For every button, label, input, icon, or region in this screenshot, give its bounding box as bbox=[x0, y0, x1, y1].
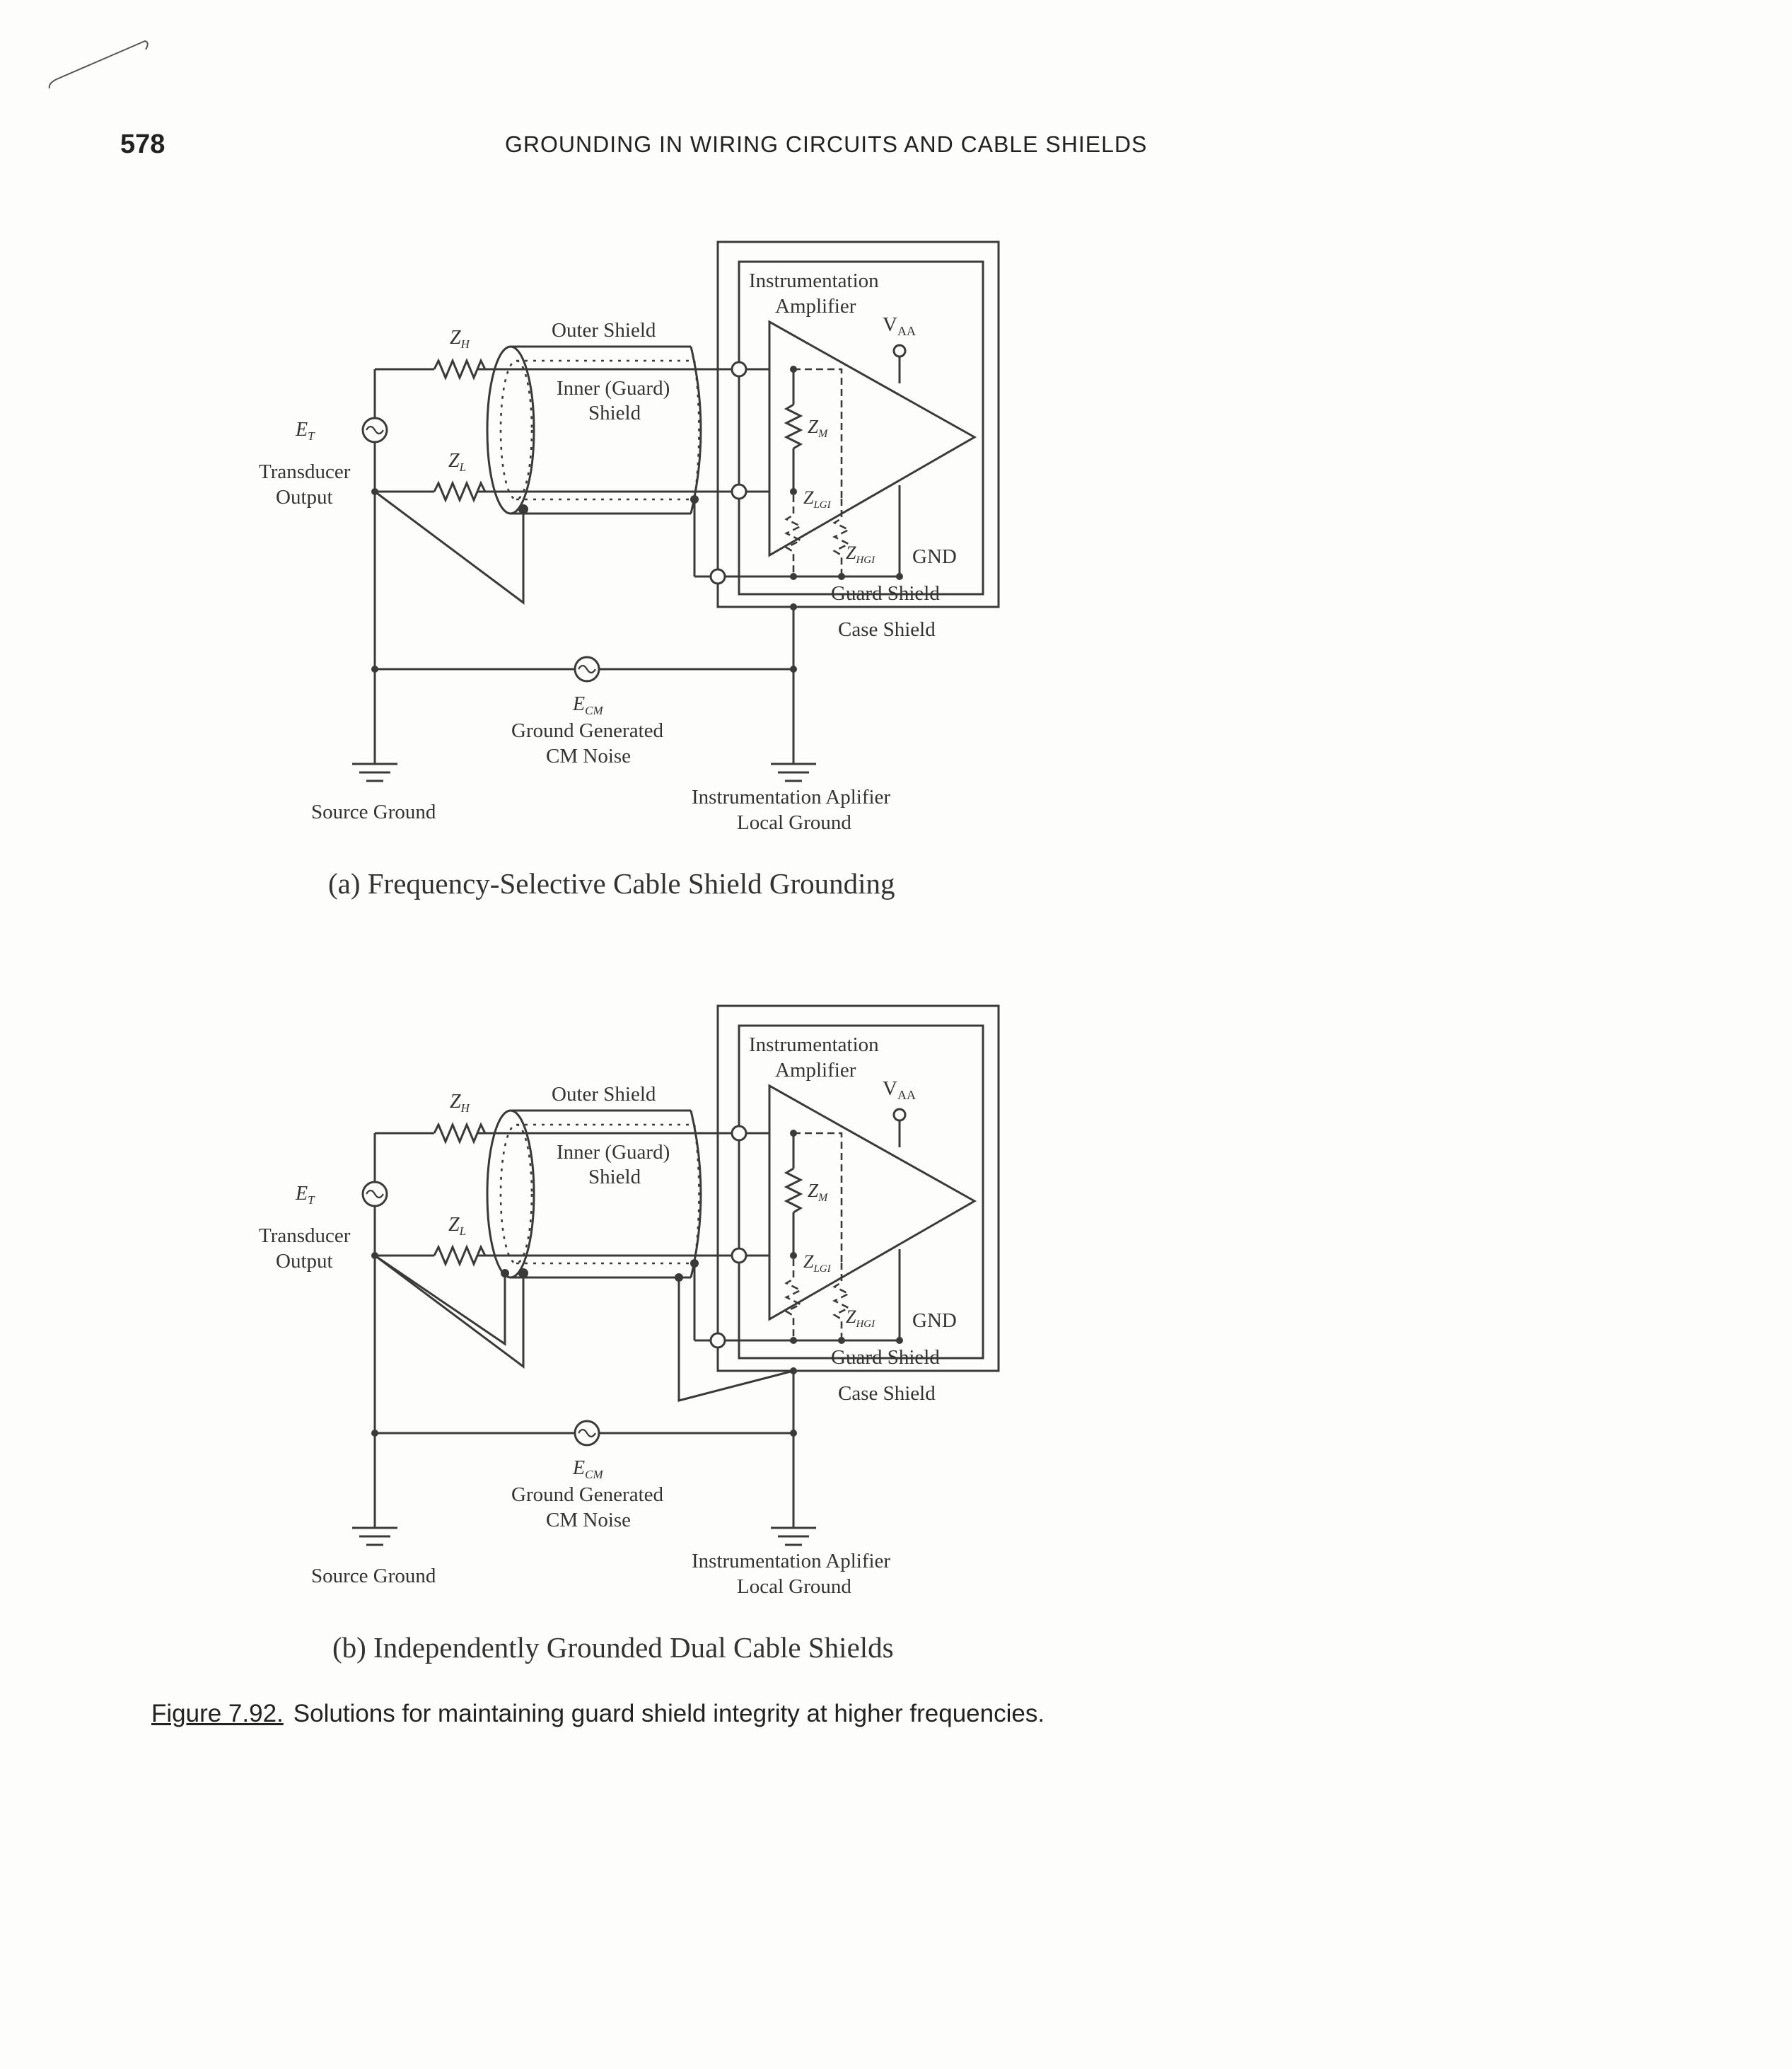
label-zl: $Z_L$ bbox=[448, 450, 467, 474]
label-ecm: $E_{CM}$ bbox=[573, 1457, 603, 1481]
label-zlgi: $Z_{LGI}$ bbox=[803, 1251, 831, 1275]
label-zl: $Z_L$ bbox=[448, 1214, 467, 1238]
label-case-shield: Case Shield bbox=[838, 1382, 936, 1405]
label-output: Output bbox=[276, 1250, 333, 1273]
figure-b-subtitle: (b) Independently Grounded Dual Cable Shields bbox=[332, 1631, 894, 1664]
label-cm-noise: CM Noise bbox=[546, 745, 632, 767]
label-gnd: GND bbox=[912, 545, 957, 568]
zh-resistor bbox=[434, 1125, 485, 1142]
label-zh: $Z_H$ bbox=[450, 1091, 470, 1115]
label-inner-shield-2: Shield bbox=[588, 402, 641, 424]
outer-shield-ellipse bbox=[487, 347, 534, 514]
label-outer-shield: Outer Shield bbox=[552, 1083, 656, 1106]
label-guard-shield: Guard Shield bbox=[831, 1346, 940, 1369]
label-inner-shield-2: Shield bbox=[588, 1166, 641, 1188]
label-vaa: $V_{AA}$ bbox=[883, 1077, 916, 1102]
zm-resistor bbox=[786, 405, 801, 448]
label-outer-shield: Outer Shield bbox=[552, 319, 656, 342]
zh-resistor bbox=[434, 361, 485, 378]
label-guard-shield: Guard Shield bbox=[831, 582, 940, 605]
vaa-terminal bbox=[894, 1109, 905, 1120]
label-ecm: $E_{CM}$ bbox=[573, 693, 603, 717]
label-local-ground-1: Instrumentation Aplifier bbox=[692, 1550, 891, 1572]
label-zh: $Z_H$ bbox=[450, 327, 470, 351]
inner-shield-ellipse bbox=[501, 361, 532, 499]
zlgi-impedance bbox=[786, 1259, 801, 1340]
label-vaa: $V_{AA}$ bbox=[883, 313, 916, 338]
label-zhgi: $Z_{HGI}$ bbox=[846, 1306, 875, 1330]
amplifier-triangle bbox=[769, 322, 974, 555]
amplifier-triangle bbox=[769, 1086, 974, 1319]
label-transducer: Transducer bbox=[259, 460, 351, 483]
label-zm: $Z_M$ bbox=[808, 416, 828, 440]
page-number: 578 bbox=[120, 129, 165, 159]
label-instrumentation: Instrumentation bbox=[749, 1033, 879, 1056]
label-gnd: GND bbox=[912, 1309, 957, 1332]
label-cm-noise: CM Noise bbox=[546, 1509, 632, 1531]
label-local-ground-2: Local Ground bbox=[737, 1575, 851, 1598]
vaa-terminal bbox=[894, 345, 905, 357]
zl-resistor bbox=[434, 1247, 485, 1264]
figure-b-diagram bbox=[0, 764, 1792, 1683]
label-et: $E_T$ bbox=[296, 419, 315, 443]
running-header: GROUNDING IN WIRING CIRCUITS AND CABLE SHIELDS bbox=[505, 132, 1148, 157]
label-source-ground: Source Ground bbox=[311, 1565, 436, 1587]
label-amplifier: Amplifier bbox=[775, 295, 856, 318]
label-amplifier: Amplifier bbox=[775, 1059, 856, 1082]
label-transducer: Transducer bbox=[259, 1224, 351, 1247]
figure-caption-label: Figure 7.92. bbox=[151, 1700, 284, 1727]
label-ground-generated: Ground Generated bbox=[511, 719, 663, 742]
label-zm: $Z_M$ bbox=[808, 1180, 828, 1204]
label-case-shield: Case Shield bbox=[838, 618, 936, 641]
label-zhgi: $Z_{HGI}$ bbox=[846, 543, 875, 566]
zl-resistor bbox=[434, 483, 485, 500]
label-zlgi: $Z_{LGI}$ bbox=[803, 487, 831, 511]
label-output: Output bbox=[276, 486, 333, 509]
zlgi-impedance bbox=[786, 495, 801, 576]
label-inner-shield-1: Inner (Guard) bbox=[557, 377, 670, 400]
figure-caption-text: Solutions for maintaining guard shield integrity at higher frequencies. bbox=[293, 1700, 1045, 1727]
label-local-ground-1: Instrumentation Aplifier bbox=[692, 786, 891, 809]
label-ground-generated: Ground Generated bbox=[511, 1483, 663, 1506]
label-source-ground: Source Ground bbox=[311, 801, 436, 823]
figure-a-subtitle: (a) Frequency-Selective Cable Shield Grounding bbox=[328, 867, 895, 900]
label-local-ground-2: Local Ground bbox=[737, 811, 851, 834]
label-et: $E_T$ bbox=[296, 1183, 315, 1207]
outer-shield-ellipse bbox=[487, 1111, 534, 1277]
label-inner-shield-1: Inner (Guard) bbox=[557, 1141, 670, 1164]
zm-resistor bbox=[786, 1169, 801, 1212]
label-instrumentation: Instrumentation bbox=[749, 270, 879, 292]
figure-caption bbox=[151, 1700, 1045, 1728]
inner-shield-ellipse bbox=[501, 1125, 532, 1263]
